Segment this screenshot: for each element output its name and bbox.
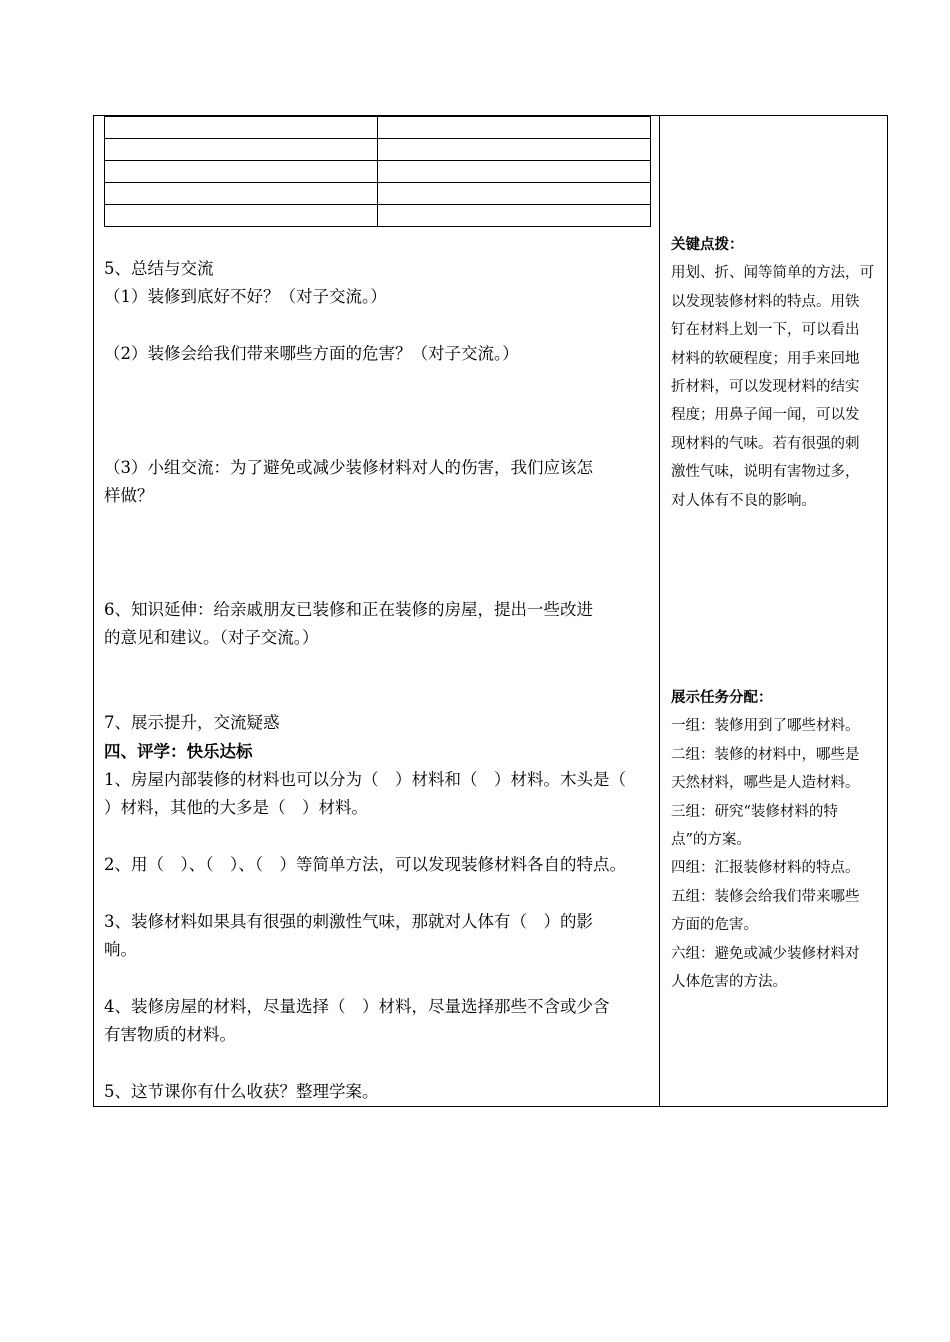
key-points-title: 关键点拨： <box>671 236 744 253</box>
worksheet-table <box>93 115 888 1107</box>
key-points-line: 现材料的气味。若有很强的刺 <box>671 435 860 452</box>
task-line: 点”的方案。 <box>671 832 751 849</box>
table-cell <box>105 161 378 183</box>
task-assignment-panel <box>671 684 886 996</box>
table-cell <box>378 205 651 227</box>
exercise-3-line-1: 3、装修材料如果具有很强的刺激性气味，那就对人体有（ ）的影 <box>104 912 593 931</box>
exercise-1-line-1: 1、房屋内部装修的材料也可以分为（ ）材料和（ ）材料。木头是（ <box>104 770 626 789</box>
section-6-line-1: 6、知识延伸：给亲戚朋友已装修和正在装修的房屋，提出一些改进 <box>104 600 593 619</box>
key-points-panel <box>671 231 886 515</box>
task-line: 天然材料，哪些是人造材料。 <box>671 775 860 792</box>
task-line: 人体危害的方法。 <box>671 974 787 991</box>
exercise-3-line-2: 响。 <box>104 940 137 959</box>
table-row <box>105 205 651 227</box>
question-3-line-1: （3）小组交流：为了避免或减少装修材料对人的伤害，我们应该怎 <box>104 458 593 477</box>
task-line: 五组：装修会给我们带来哪些 <box>671 888 860 905</box>
table-cell <box>105 205 378 227</box>
task-line: 三组：研究“装修材料的特 <box>671 803 838 820</box>
section-5-title: 5、总结与交流 <box>104 259 214 278</box>
key-points-line: 激性气味，说明有害物过多， <box>671 464 860 481</box>
key-points-line: 折材料，可以发现材料的结实 <box>671 379 860 396</box>
exercise-5: 5、这节课你有什么收获？整理学案。 <box>104 1082 379 1101</box>
table-cell <box>105 183 378 205</box>
exercise-4-line-2: 有害物质的材料。 <box>104 1025 236 1044</box>
table-row <box>105 117 651 139</box>
task-line: 四组：汇报装修材料的特点。 <box>671 860 860 877</box>
table-cell <box>105 139 378 161</box>
section-6-line-2: 的意见和建议。（对子交流。） <box>104 628 319 647</box>
table-cell <box>378 161 651 183</box>
key-points-line: 材料的软硬程度；用手来回地 <box>671 350 860 367</box>
task-line: 方面的危害。 <box>671 917 758 934</box>
inner-blank-table <box>104 116 651 227</box>
key-points-line: 对人体有不良的影响。 <box>671 492 816 509</box>
key-points-line: 钉在材料上划一下，可以看出 <box>671 322 860 339</box>
task-assignment-title: 展示任务分配： <box>671 689 773 706</box>
question-1: （1）装修到底好不好？（对子交流。） <box>104 287 387 306</box>
section-4-heading: 四、评学：快乐达标 <box>104 742 253 761</box>
exercise-4-line-1: 4、装修房屋的材料，尽量选择（ ）材料，尽量选择那些不含或少含 <box>104 997 610 1016</box>
section-7-title: 7、展示提升，交流疑惑 <box>104 713 280 732</box>
exercise-1-line-2: ）材料，其他的大多是（ ）材料。 <box>104 798 368 817</box>
question-3-line-2: 样做？ <box>104 486 154 505</box>
table-row <box>105 161 651 183</box>
key-points-line: 以发现装修材料的特点。用铁 <box>671 293 860 310</box>
task-line: 二组：装修的材料中，哪些是 <box>671 746 860 763</box>
table-cell <box>378 139 651 161</box>
table-cell <box>378 183 651 205</box>
table-cell <box>378 117 651 139</box>
task-line: 一组：装修用到了哪些材料。 <box>671 718 860 735</box>
column-divider <box>659 116 660 1106</box>
task-line: 六组：避免或减少装修材料对 <box>671 945 860 962</box>
exercise-2: 2、用（ ）、（ ）、（ ）等简单方法，可以发现装修材料各自的特点。 <box>104 855 626 874</box>
table-row <box>105 183 651 205</box>
key-points-line: 程度；用鼻子闻一闻，可以发 <box>671 407 860 424</box>
question-2: （2）装修会给我们带来哪些方面的危害？（对子交流。） <box>104 344 519 363</box>
table-cell <box>105 117 378 139</box>
key-points-line: 用划、折、闻等简单的方法，可 <box>671 265 874 282</box>
table-row <box>105 139 651 161</box>
